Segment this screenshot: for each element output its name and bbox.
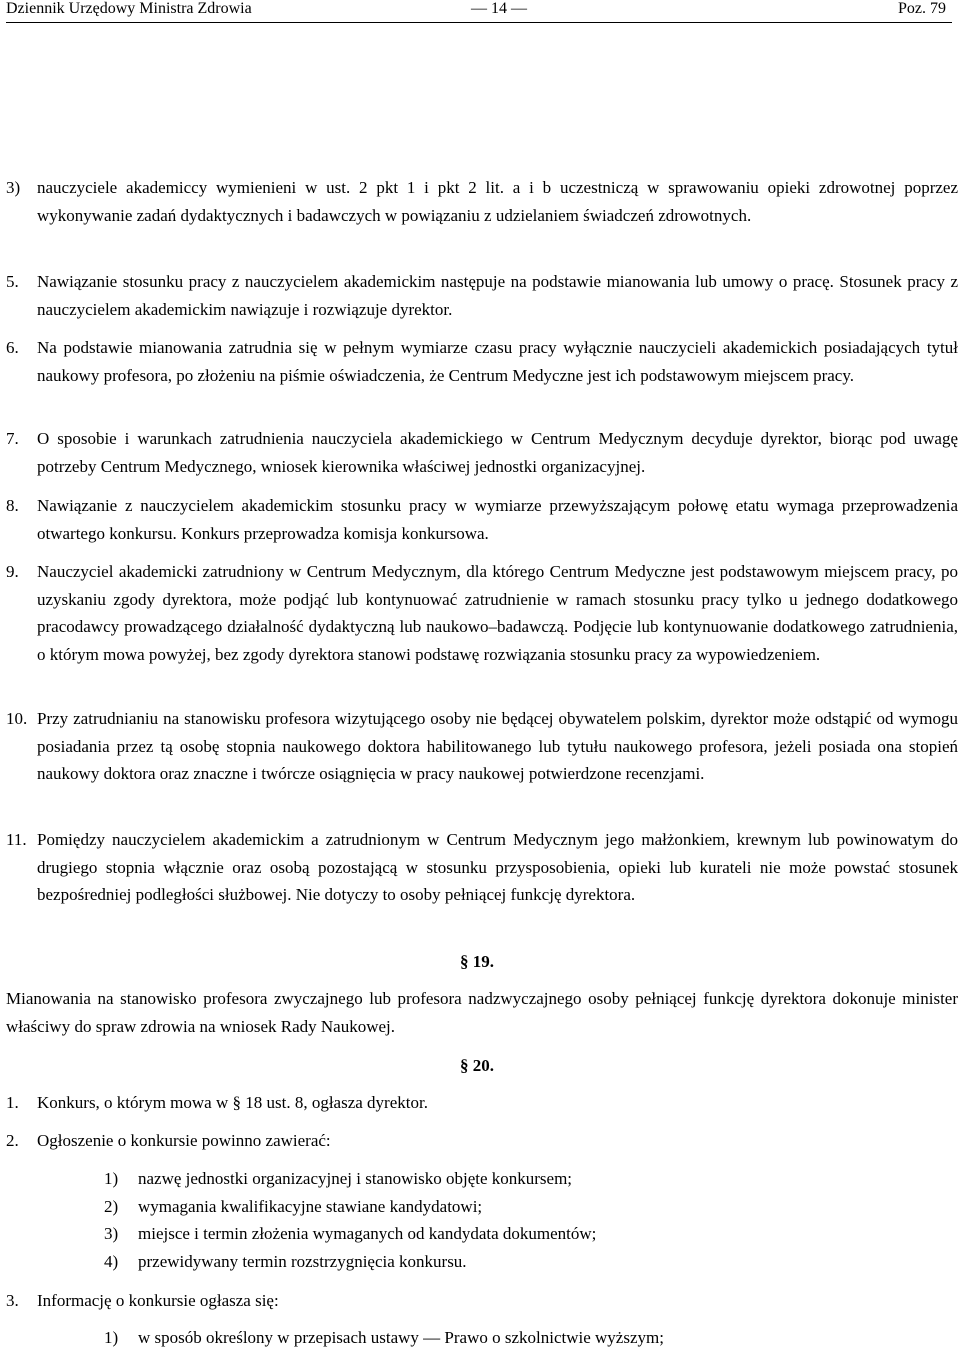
item-text: w sposób określony w przepisach ustawy — Prawo o szkolnictwie wyższym;	[138, 1328, 664, 1347]
list-item	[6, 558, 958, 668]
list-item	[6, 826, 958, 909]
list-item	[6, 425, 958, 480]
item-text: Informację o konkursie ogłasza się:	[37, 1291, 279, 1310]
item-number: 7.	[6, 429, 19, 448]
sub-list-item	[104, 1165, 572, 1193]
item-text: Nauczyciel akademicki zatrudniony w Centrum Medycznym, dla którego Centrum Medyczne jest podstawowym miejscem pracy, po uzyskaniu zgody dyrektora, może podjąć lub kontynuować zatrudnienie w ramach stosunku pracy tylko u jednego dodatkowego pracodawcy prowadzącego działalność dydaktyczną lub naukowo–badawczą. Podjęcie lub kontynuowanie dodatkowego zatrudnienia, o którym mowa powyżej, bez zgody dyrektora stanowi podstawę rozwiązania stosunku pracy za wypowiedzeniem.	[37, 562, 958, 664]
list-item	[6, 492, 958, 547]
item-number: 1)	[104, 1169, 119, 1188]
list-item	[6, 1287, 958, 1315]
item-number: 11.	[6, 830, 27, 849]
item-number: 6.	[6, 338, 19, 357]
item-text: Na podstawie mianowania zatrudnia się w pełnym wymiarze czasu pracy wyłącznie nauczycieli akademickich posiadających tytuł naukowy profesora, po złożeniu na piśmie oświadczenia, że Centrum Medyczne jest ich podstawowym miejscem pracy.	[37, 338, 958, 385]
item-number: 5.	[6, 272, 19, 291]
item-number: 3)	[104, 1224, 119, 1243]
section-heading-19: § 19.	[460, 952, 494, 971]
item-number: 1)	[104, 1328, 119, 1347]
list-item	[6, 1089, 958, 1117]
sub-list-item	[104, 1220, 596, 1248]
item-text: przewidywany termin rozstrzygnięcia konkursu.	[138, 1252, 467, 1271]
item-number: 9.	[6, 562, 19, 581]
list-item	[6, 705, 958, 788]
item-number: 2)	[104, 1197, 119, 1216]
item-number: 3.	[6, 1291, 19, 1310]
item-number: 3)	[6, 178, 21, 197]
page-header	[6, 0, 946, 18]
position-number: Poz. 79	[898, 0, 946, 17]
item-number: 4)	[104, 1252, 119, 1271]
sub-list-item	[104, 1324, 664, 1352]
header-rule	[6, 22, 952, 23]
section-19-text: Mianowania na stanowisko profesora zwyczajnego lub profesora nadzwyczajnego osoby pełniącej funkcję dyrektora dokonuje minister właściwy do spraw zdrowia na wniosek Rady Naukowej.	[6, 989, 958, 1036]
item-text: nauczyciele akademiccy wymienieni w ust. 2 pkt 1 i pkt 2 lit. a i b uczestniczą w sprawowaniu opieki zdrowotnej poprzez wykonywanie zadań dydaktycznych i badawczych w powiązaniu z udzielaniem świadczeń zdrowotnych.	[37, 178, 958, 225]
list-item	[6, 334, 958, 389]
item-text: nazwę jednostki organizacyjnej i stanowisko objęte konkursem;	[138, 1169, 573, 1188]
item-number: 8.	[6, 496, 19, 515]
section-heading-20: § 20.	[460, 1056, 494, 1075]
item-text: Pomiędzy nauczycielem akademickim a zatrudnionym w Centrum Medycznym jego małżonkiem, krewnym lub powinowatym do drugiego stopnia włącznie oraz osobą pozostającą w stosunku przysposobienia, opieki lub kurateli nie może powstać stosunek bezpośredniej podległości służbowej. Nie dotyczy to osoby pełniącej funkcję dyrektora.	[37, 830, 958, 904]
item-text: Nawiązanie z nauczycielem akademickim stosunku pracy w wymiarze przewyższającym połowę etatu wymaga przeprowadzenia otwartego konkursu. Konkurs przeprowadza komisja konkursowa.	[37, 496, 958, 543]
item-text: miejsce i termin złożenia wymaganych od kandydata dokumentów;	[138, 1224, 597, 1243]
list-item	[6, 174, 958, 229]
item-text: Ogłoszenie o konkursie powinno zawierać:	[37, 1131, 331, 1150]
item-number: 10.	[6, 709, 28, 728]
list-item	[6, 268, 958, 323]
item-text: Nawiązanie stosunku pracy z nauczycielem akademickim następuje na podstawie mianowania lub umowy o pracę. Stosunek pracy z nauczycielem akademickim nawiązuje i rozwiązuje dyrektor.	[37, 272, 958, 319]
item-number: 1.	[6, 1093, 19, 1112]
item-text: Konkurs, o którym mowa w § 18 ust. 8, ogłasza dyrektor.	[37, 1093, 428, 1112]
page-number: — 14 —	[471, 0, 527, 17]
item-text: wymagania kwalifikacyjne stawiane kandydatowi;	[138, 1197, 483, 1216]
journal-title: Dziennik Urzędowy Ministra Zdrowia	[6, 0, 252, 17]
item-text: Przy zatrudnianiu na stanowisku profesora wizytującego osoby nie będącej obywatelem polskim, dyrektor może odstąpić od wymogu posiadania przez tą osobę stopnia naukowego doktora habilitowanego lub tytułu naukowego profesora, jeżeli posiada ona stopień naukowy doktora oraz znaczne i twórcze osiągnięcia w pracy naukowej potwierdzone recenzjami.	[37, 709, 958, 783]
sub-list-item	[104, 1248, 467, 1276]
item-text: O sposobie i warunkach zatrudnienia nauczyciela akademickiego w Centrum Medycznym decyduje dyrektor, biorąc pod uwagę potrzeby Centrum Medycznego, wniosek kierownika właściwej jednostki organizacyjnej.	[37, 429, 958, 476]
sub-list-item	[104, 1193, 482, 1221]
list-item	[6, 1127, 958, 1155]
item-number: 2.	[6, 1131, 19, 1150]
